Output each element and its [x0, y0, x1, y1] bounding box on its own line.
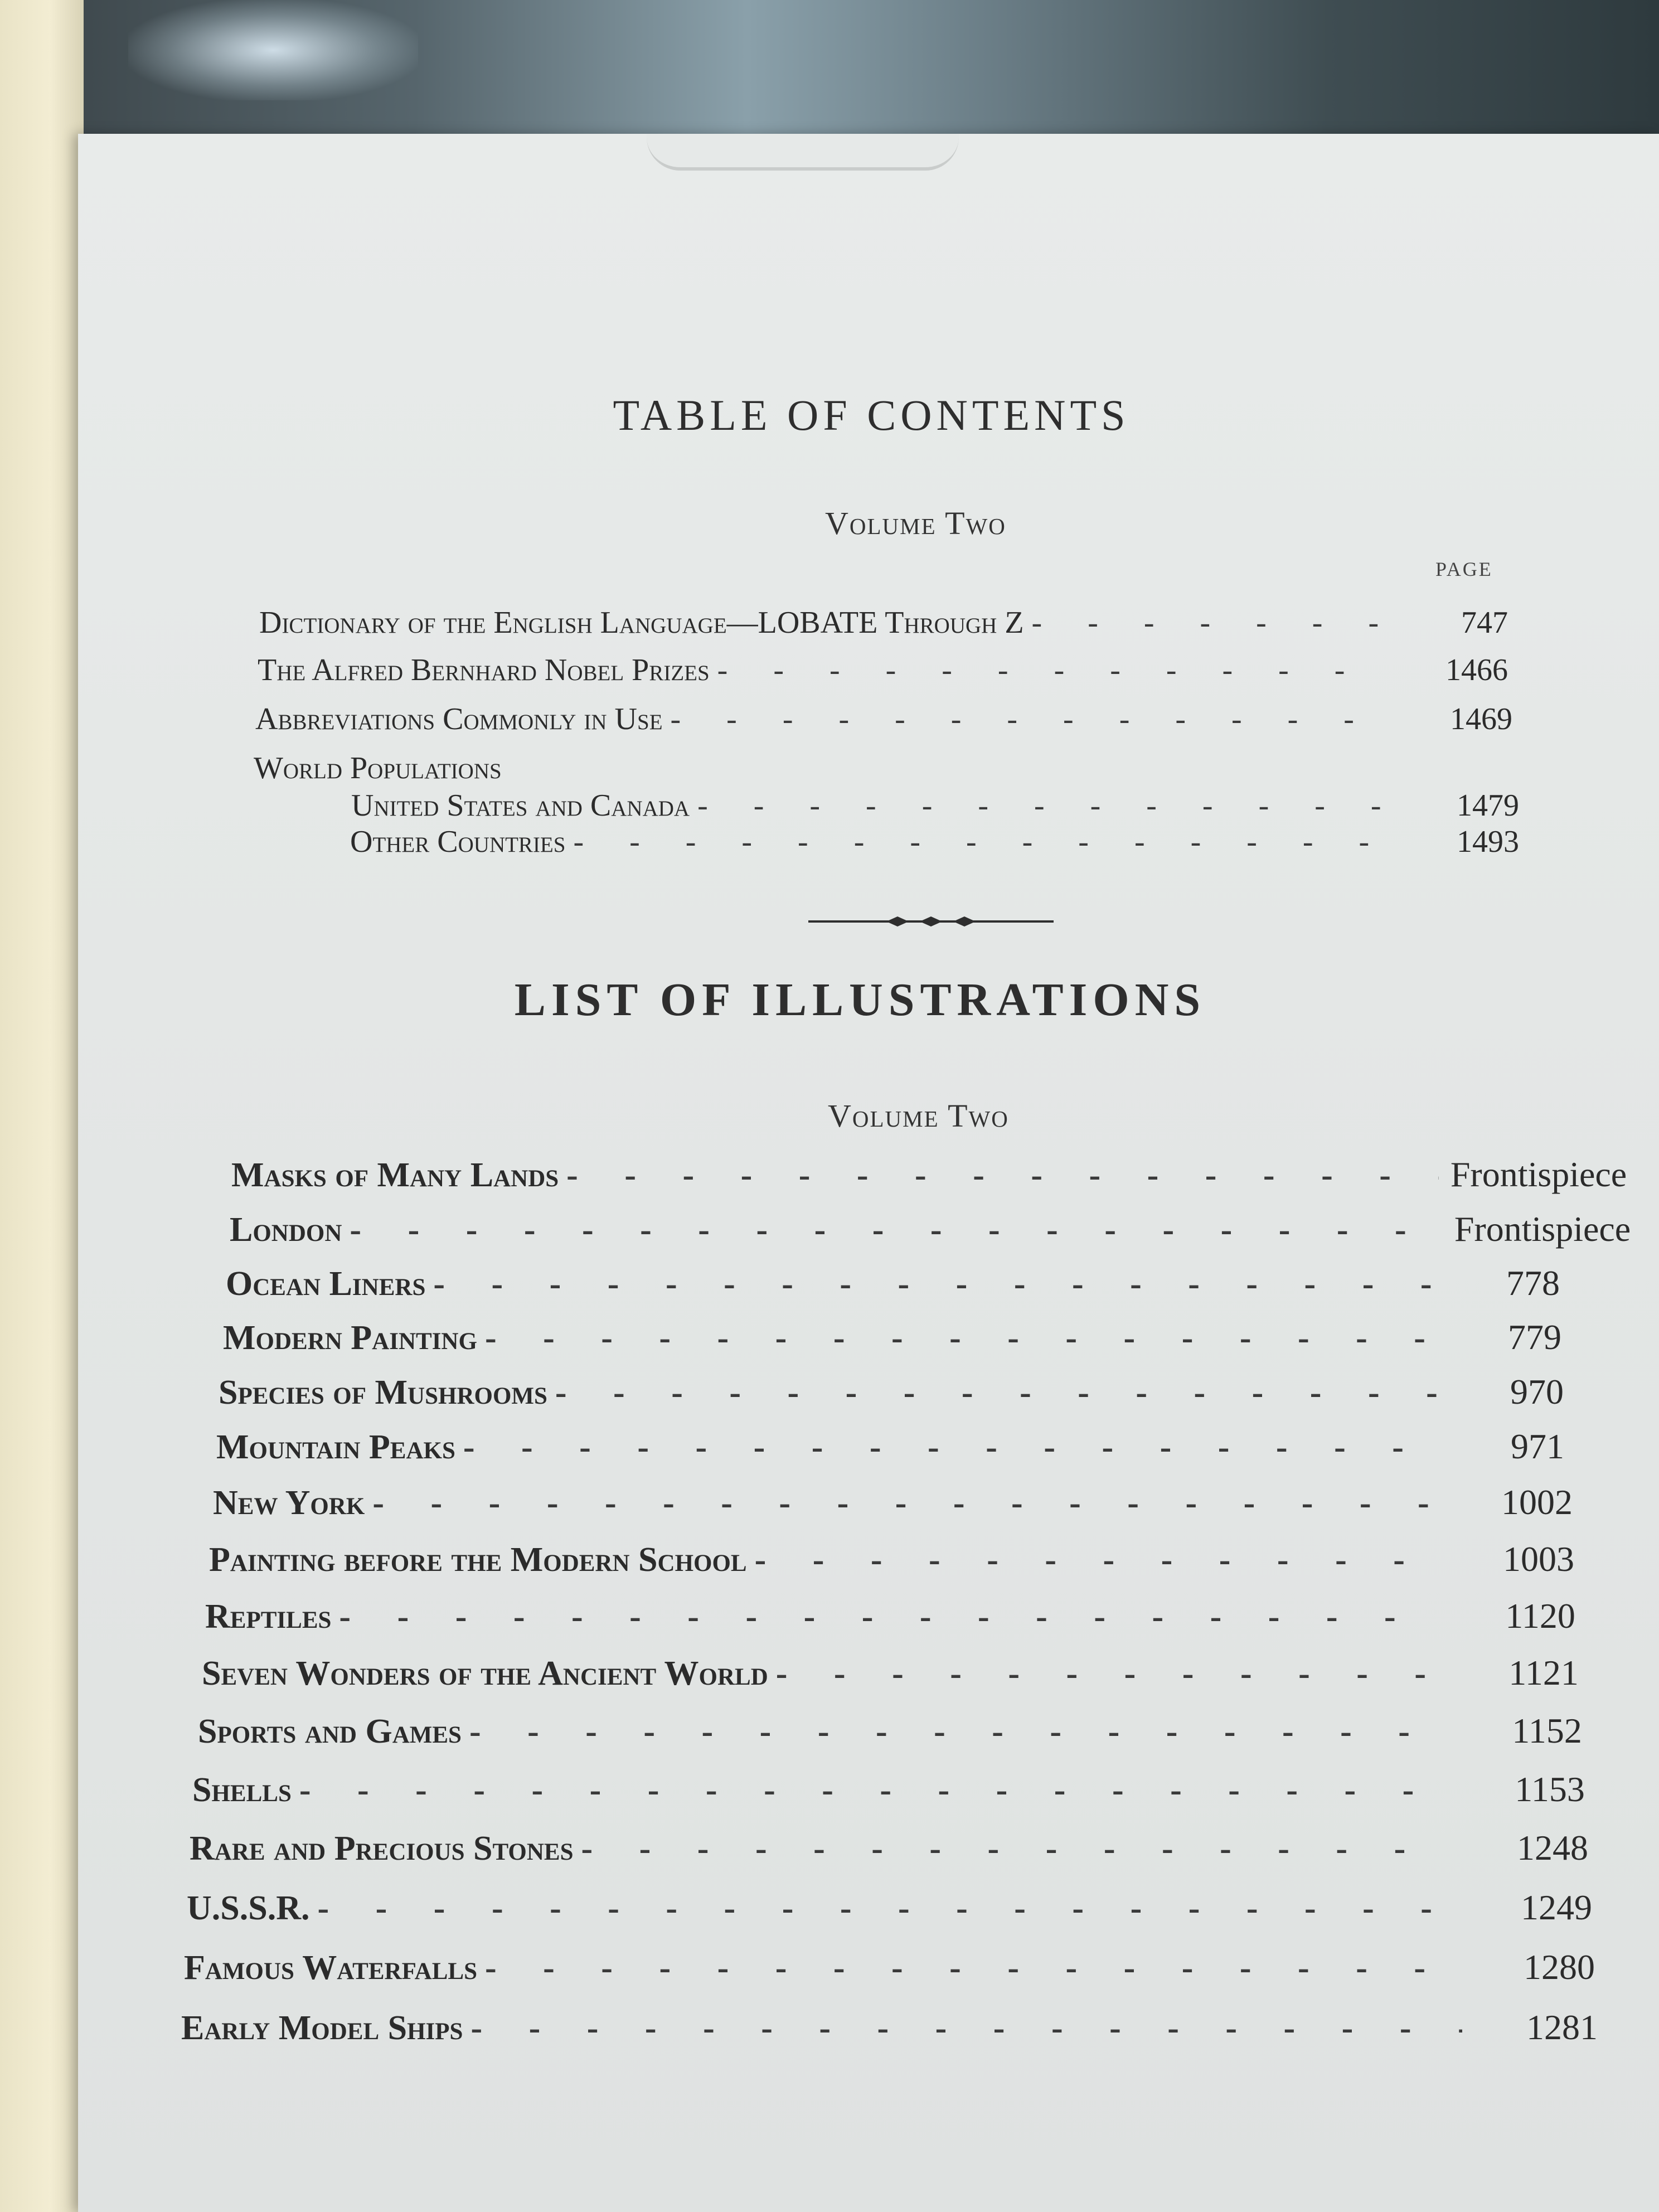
illustration-page: 1280	[1524, 1947, 1595, 1987]
toc-volume-label: Volume Two	[825, 505, 1006, 541]
illustration-label: Mountain Peaks	[216, 1428, 455, 1466]
dot-leader	[697, 788, 1400, 823]
toc-group-heading: World Populations	[254, 751, 502, 785]
dot-leader	[470, 2009, 1462, 2048]
illustration-page: 971	[1511, 1427, 1564, 1466]
toc-entry-page: 1466	[1445, 653, 1508, 687]
toc-subentry	[351, 788, 1519, 823]
illustration-label: Reptiles	[205, 1598, 332, 1636]
illustration-page: 1002	[1501, 1482, 1573, 1522]
dot-leader	[555, 1373, 1437, 1413]
illustration-label: Modern Painting	[223, 1319, 477, 1357]
dot-leader	[339, 1597, 1440, 1637]
illustration-entry	[231, 1154, 1631, 1195]
dot-leader	[463, 1428, 1438, 1467]
dot-leader	[776, 1654, 1444, 1694]
toc-entry	[259, 605, 1508, 641]
illustration-entry	[190, 1827, 1645, 1869]
toc-entry-label: The Alfred Bernhard Nobel Prizes	[258, 653, 710, 687]
illustration-label: Painting before the Modern School	[209, 1541, 747, 1579]
dot-leader	[1032, 605, 1389, 641]
illustration-label: U.S.S.R.	[187, 1889, 310, 1927]
dot-leader	[566, 1156, 1439, 1195]
illustration-page: Frontispiece	[1454, 1209, 1631, 1249]
illustration-entry	[198, 1710, 1639, 1752]
illustration-label: Species of Mushrooms	[219, 1374, 547, 1411]
ornament-divider	[808, 913, 1054, 930]
illustration-page: 1153	[1515, 1769, 1585, 1809]
illustration-page: 1003	[1503, 1539, 1574, 1579]
illustration-entry	[205, 1595, 1632, 1637]
illustration-entry	[192, 1769, 1642, 1810]
page-tab-notch	[647, 134, 959, 171]
toc-entry-label: Abbreviations Commonly in Use	[255, 702, 663, 736]
dot-leader	[671, 701, 1393, 737]
toc-page-column-header: PAGE	[1435, 558, 1493, 580]
illustration-page: 778	[1506, 1263, 1560, 1303]
illustration-label: Famous Waterfalls	[184, 1949, 477, 1987]
illustration-page: 1152	[1512, 1711, 1582, 1750]
illustration-entry	[181, 2007, 1654, 2048]
toc-entry	[258, 652, 1508, 688]
toc-entry-page: 1479	[1457, 788, 1519, 823]
left-page-edge	[0, 0, 84, 2212]
dot-leader	[573, 824, 1400, 860]
illustration-page: 970	[1510, 1372, 1564, 1411]
toc-title: TABLE OF CONTENTS	[613, 391, 1130, 439]
dot-leader	[469, 1712, 1447, 1752]
illustration-label: Shells	[192, 1771, 292, 1809]
illustration-page: 1281	[1526, 2007, 1598, 2047]
illustration-entry	[223, 1317, 1627, 1358]
dot-leader	[372, 1483, 1437, 1523]
dot-leader	[433, 1264, 1433, 1304]
illustration-page: 1120	[1505, 1596, 1575, 1636]
illustration-label: New York	[213, 1484, 365, 1522]
illustration-page: Frontispiece	[1450, 1154, 1627, 1194]
toc-entry	[255, 701, 1512, 737]
toc-subentry	[350, 824, 1519, 860]
illustration-entry	[219, 1371, 1629, 1413]
illustration-page: 1249	[1521, 1888, 1592, 1927]
illustration-entry	[230, 1209, 1634, 1250]
dot-leader	[299, 1770, 1450, 1810]
toc-entry-page: 1493	[1457, 824, 1519, 859]
illustration-entry	[216, 1426, 1629, 1467]
illustration-label: Sports and Games	[198, 1713, 462, 1750]
toc-entry-label: Dictionary of the English Language—LOBATE Through Z	[259, 605, 1024, 640]
illustrations-volume-label: Volume Two	[828, 1098, 1009, 1134]
dot-leader	[755, 1540, 1439, 1580]
illustration-entry	[187, 1887, 1648, 1928]
illustration-label: Rare and Precious Stones	[190, 1830, 574, 1867]
illustration-entry	[209, 1539, 1631, 1580]
illustration-label: Ocean Liners	[226, 1265, 426, 1303]
toc-entry-label: Other Countries	[350, 824, 566, 859]
dot-leader	[485, 1948, 1459, 1988]
illustration-page: 779	[1508, 1317, 1561, 1357]
illustration-entry	[202, 1652, 1636, 1694]
illustration-label: Masks of Many Lands	[231, 1156, 559, 1194]
illustration-entry	[226, 1263, 1625, 1304]
illustrations-title: LIST OF ILLUSTRATIONS	[514, 974, 1206, 1026]
dot-leader	[581, 1829, 1453, 1869]
dot-leader	[350, 1210, 1443, 1250]
background-glare	[128, 0, 418, 100]
illustration-page: 1248	[1517, 1828, 1588, 1867]
illustration-label: Early Model Ships	[181, 2009, 463, 2047]
toc-entry-label: United States and Canada	[351, 788, 690, 823]
illustration-label: Seven Wonders of the Ancient World	[202, 1655, 768, 1692]
illustration-label: London	[230, 1211, 342, 1249]
dot-leader	[318, 1889, 1457, 1928]
toc-entry-page: 747	[1461, 605, 1508, 640]
dot-leader	[717, 652, 1389, 688]
illustration-entry	[184, 1947, 1651, 1988]
dot-leader	[485, 1318, 1435, 1358]
illustration-entry	[213, 1482, 1629, 1523]
illustration-page: 1121	[1508, 1653, 1579, 1692]
toc-entry-page: 1469	[1450, 702, 1512, 736]
